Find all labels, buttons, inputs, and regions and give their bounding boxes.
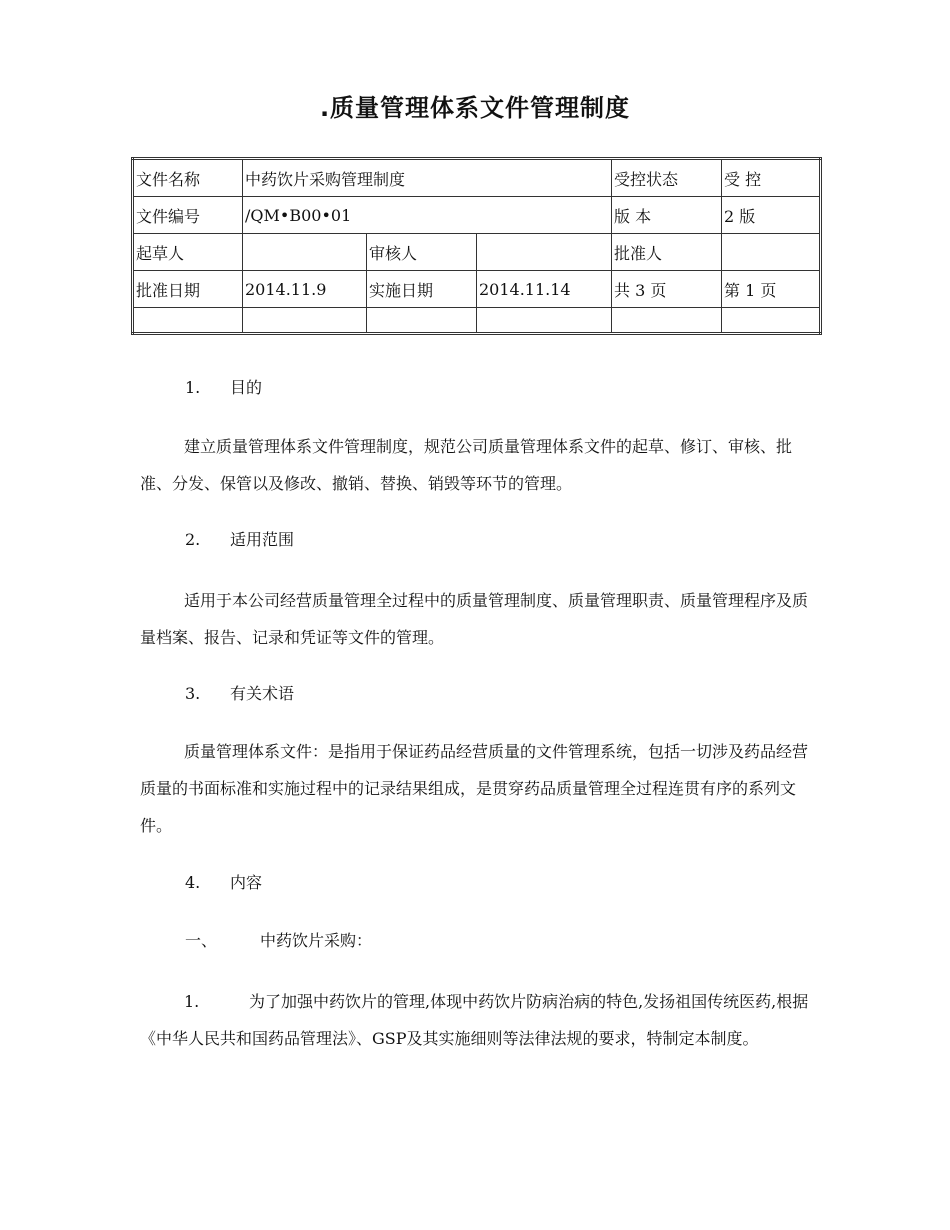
table-cell bbox=[612, 308, 722, 334]
table-cell: 批准人 bbox=[612, 234, 722, 271]
section-heading-text: 目的 bbox=[230, 378, 263, 397]
table-cell bbox=[477, 308, 612, 334]
table-cell: 中药饮片采购管理制度 bbox=[243, 159, 612, 197]
paragraph-text: 为了加强中药饮片的管理,体现中药饮片防病治病的特色,发扬祖国传统医药,根据《中华人民共和国药品管理法》、GSP及其实施细则等法律法规的要求，特制定本制度。 bbox=[140, 992, 809, 1048]
table-row bbox=[133, 271, 821, 308]
table-cell: 起草人 bbox=[133, 234, 243, 271]
table-row bbox=[133, 159, 821, 197]
section-paragraph bbox=[140, 428, 820, 502]
document-title: .质量管理体系文件管理制度 bbox=[319, 94, 631, 122]
section-heading bbox=[185, 871, 262, 895]
section-heading bbox=[185, 682, 294, 706]
table-cell: 第 1 页 bbox=[722, 271, 821, 308]
table-cell: 2014.11.14 bbox=[477, 271, 612, 308]
section-paragraph bbox=[140, 582, 820, 656]
paragraph-text: 质量管理体系文件：是指用于保证药品经营质量的文件管理系统，包括一切涉及药品经营质量的书面标准和实施过程中的记录结果组成，是贯穿药品质量管理全过程连贯有序的系列文件。 bbox=[140, 742, 809, 835]
section-paragraph bbox=[140, 733, 820, 844]
table-cell: 审核人 bbox=[367, 234, 477, 271]
section-heading bbox=[185, 528, 294, 552]
table-cell: 文件编号 bbox=[133, 197, 243, 234]
table-cell: 受 控 bbox=[722, 159, 821, 197]
table-cell bbox=[133, 308, 243, 334]
table-cell: 2 版 bbox=[722, 197, 821, 234]
section-number: 1. bbox=[185, 378, 201, 397]
table-row-empty bbox=[133, 308, 821, 334]
subsection-heading-text: 中药饮片采购： bbox=[260, 931, 373, 950]
table-cell bbox=[243, 308, 367, 334]
paragraph-text: 适用于本公司经营质量管理全过程中的质量管理制度、质量管理职责、质量管理程序及质量档案、报告、记录和凭证等文件的管理。 bbox=[140, 591, 809, 647]
subsection-heading bbox=[185, 929, 372, 953]
section-heading bbox=[185, 376, 262, 400]
table-row bbox=[133, 197, 821, 234]
section-heading-text: 有关术语 bbox=[230, 684, 295, 703]
table-cell bbox=[243, 234, 367, 271]
table-cell bbox=[367, 308, 477, 334]
section-heading-text: 适用范围 bbox=[230, 530, 295, 549]
section-number: 4. bbox=[185, 873, 201, 892]
table-cell bbox=[722, 308, 821, 334]
table-cell: 文件名称 bbox=[133, 159, 243, 197]
table-cell: 共 3 页 bbox=[612, 271, 722, 308]
table-cell: 受控状态 bbox=[612, 159, 722, 197]
table-cell: 2014.11.9 bbox=[243, 271, 367, 308]
document-info-table bbox=[131, 157, 822, 335]
section-number: 3. bbox=[185, 684, 201, 703]
subsection-number: 一、 bbox=[185, 931, 218, 950]
table-cell bbox=[477, 234, 612, 271]
table-cell bbox=[722, 234, 821, 271]
section-number: 2. bbox=[185, 530, 201, 549]
section-heading-text: 内容 bbox=[230, 873, 263, 892]
item-paragraph bbox=[140, 983, 820, 1057]
table-cell: 批准日期 bbox=[133, 271, 243, 308]
table-row bbox=[133, 234, 821, 271]
table-cell: 版 本 bbox=[612, 197, 722, 234]
table-cell: 实施日期 bbox=[367, 271, 477, 308]
paragraph-text: 建立质量管理体系文件管理制度，规范公司质量管理体系文件的起草、修订、审核、批准、分发、保管以及修改、撤销、替换、销毁等环节的管理。 bbox=[140, 437, 793, 493]
item-number: 1. bbox=[184, 992, 200, 1011]
table-cell: /QM•B00•01 bbox=[243, 197, 612, 234]
